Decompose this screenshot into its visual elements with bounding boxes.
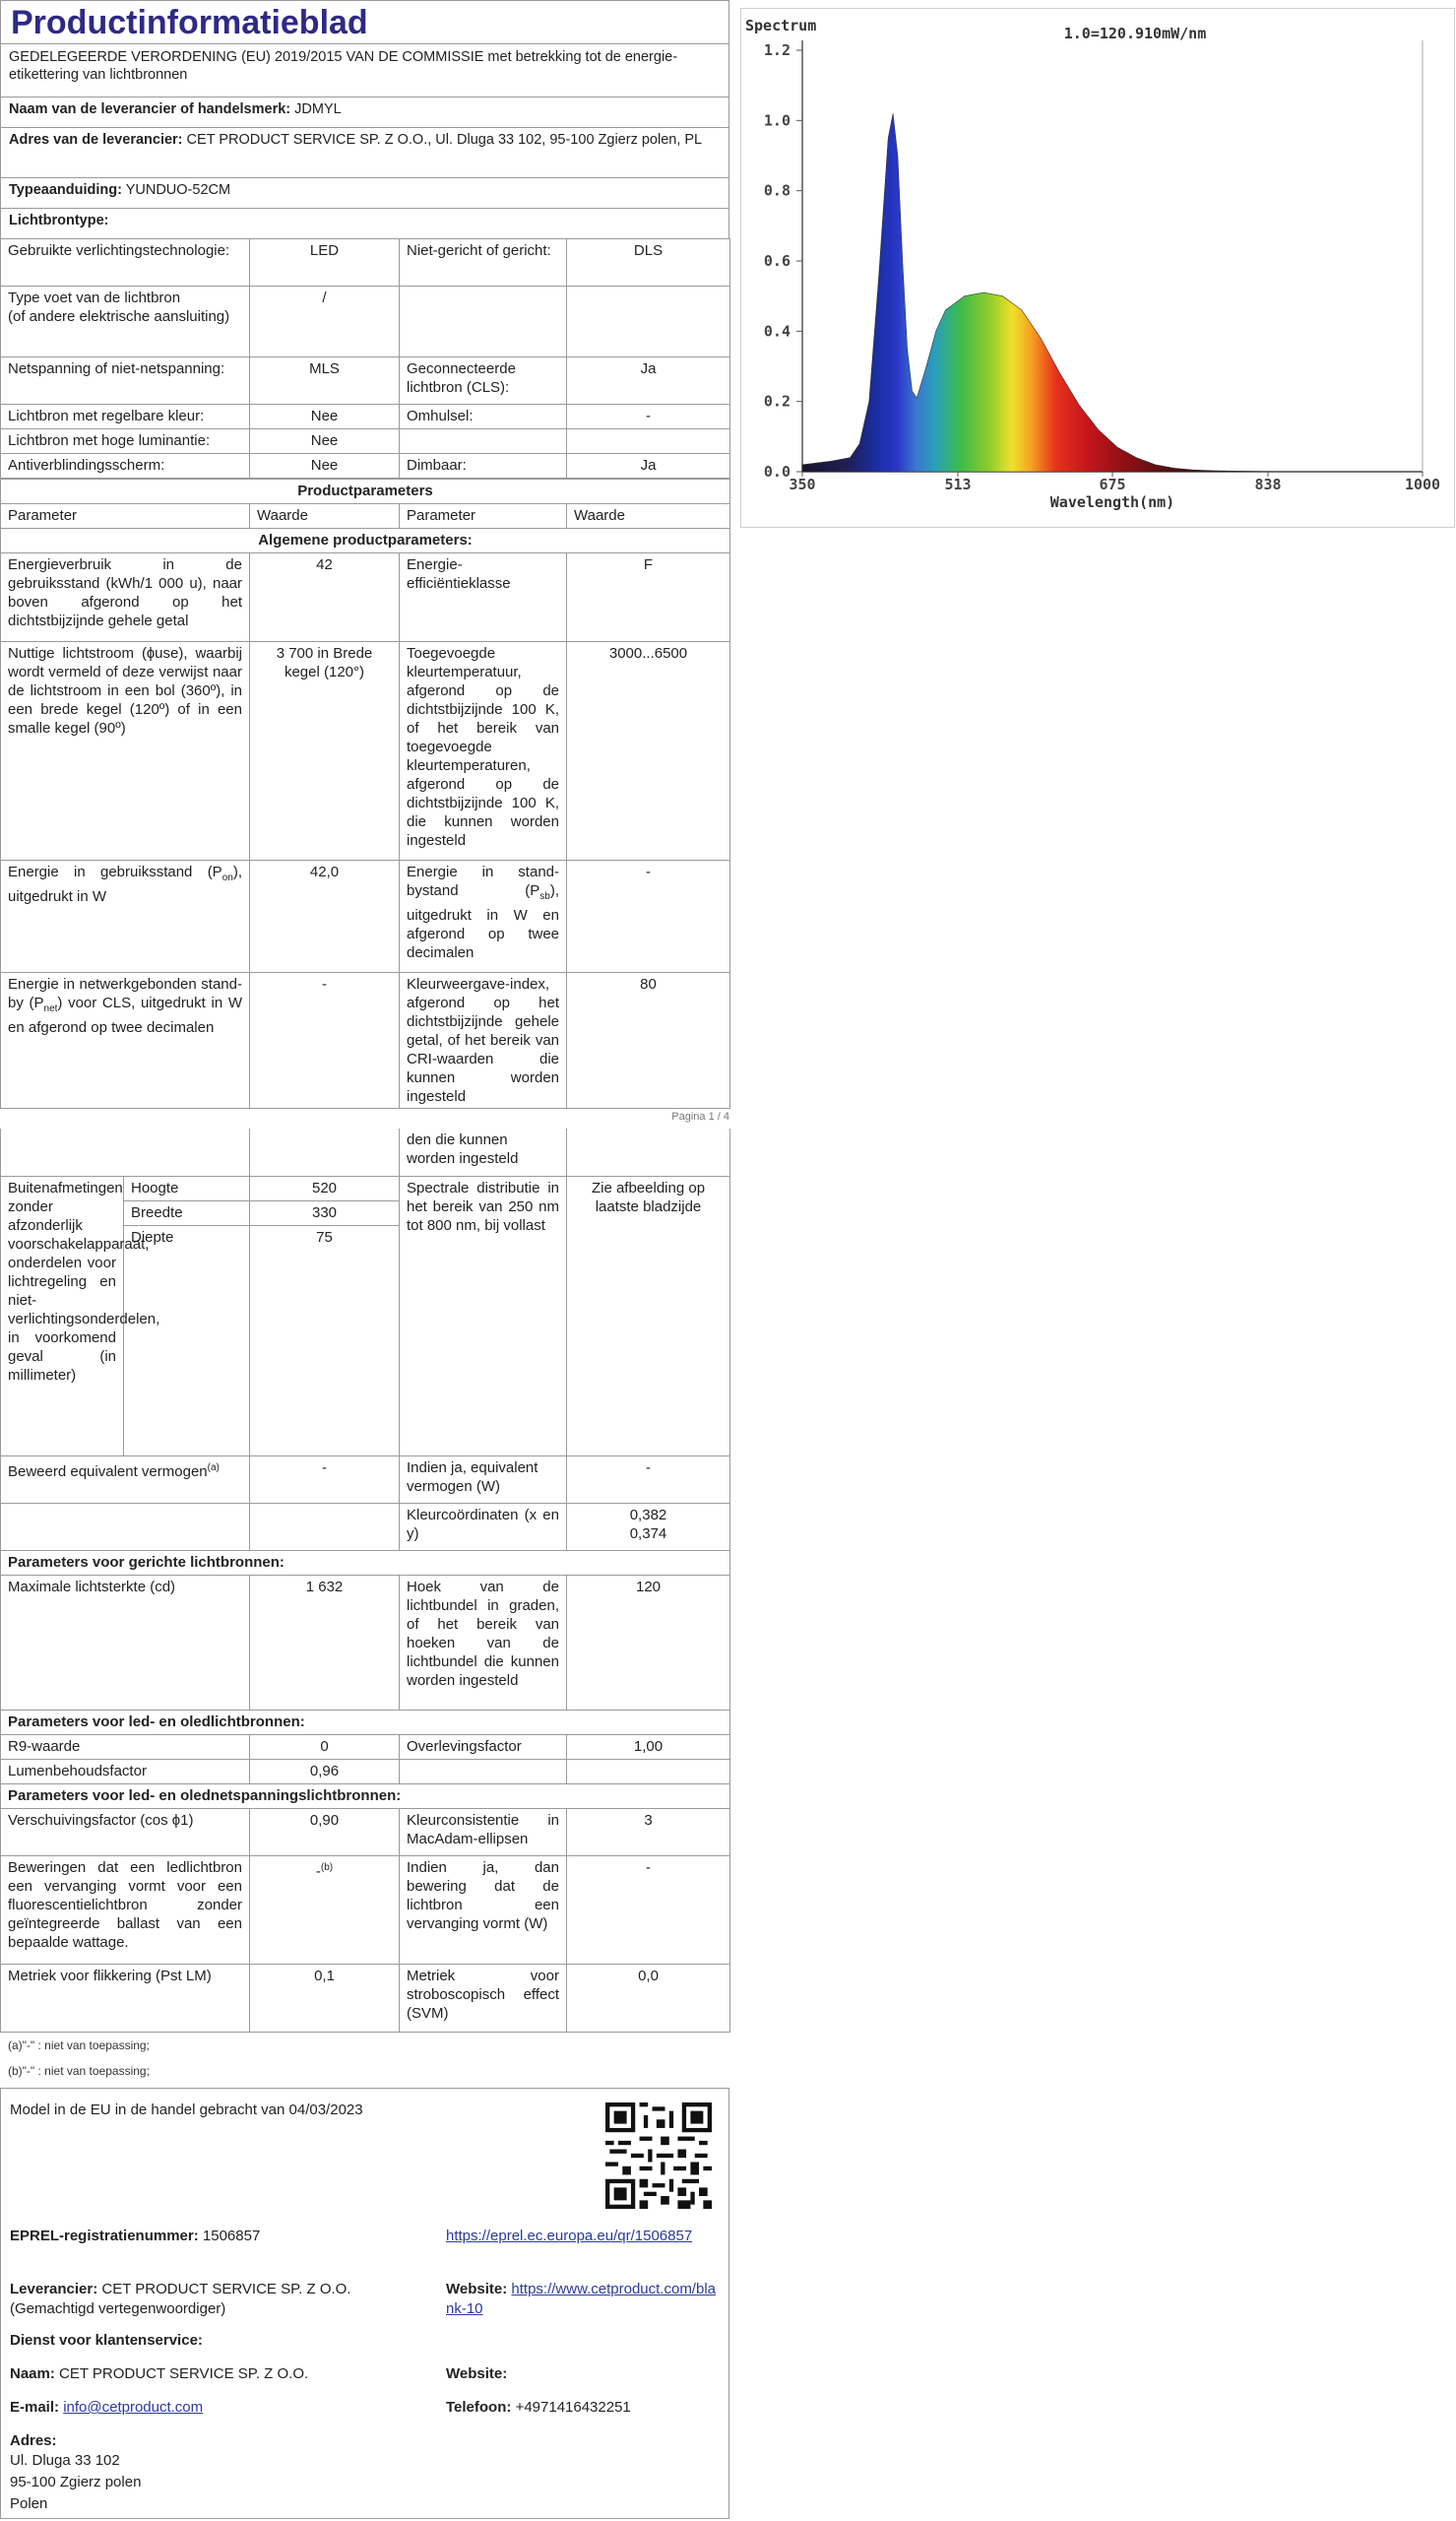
table-row: [1, 287, 730, 357]
table-row: [1, 861, 730, 973]
param-key: Energie in gebruiksstand $(P_{on})$, uitgedrukt in W: [1, 861, 250, 973]
type-value: [567, 429, 730, 454]
spectrum-chart: [740, 8, 1455, 528]
equiv-power-label: Indien ja, equivalent vermogen (W): [400, 1455, 567, 1503]
param-value: 80: [567, 973, 730, 1109]
table-header-row: [1, 504, 730, 529]
x-tick-label: 675: [1099, 476, 1126, 493]
type-value: DLS: [567, 239, 730, 287]
type-key: Lichtbron met hoge luminantie:: [1, 429, 250, 454]
table-row: [1, 239, 730, 287]
footer-box: [0, 2088, 729, 2519]
light-source-type-label: Lichtbrontype:: [9, 213, 109, 228]
type-value: [567, 287, 730, 357]
regulation-text: GEDELEGEERDE VERORDENING (EU) 2019/2015 VAN DE COMMISSIE met betrekking tot de energie-etikettering van lichtbronnen: [0, 43, 729, 97]
param-key: Toegevoegde kleurtemperatuur, afgerond op de dichtstbijzijnde 100 K, of het bereik van toegevoegde kleurtemperaturen, afgerond op de dichtstbijzijnde 100 K, die kunnen worden ingesteld: [400, 642, 567, 861]
dimension-value: 75: [250, 1225, 400, 1455]
model-label: Typeaanduiding:: [9, 182, 122, 198]
replacement-claim-value: -$^{(b)}$: [250, 1855, 400, 1964]
equiv-power-value: -: [567, 1455, 730, 1503]
type-key: Gebruikte verlichtingstechnologie:: [1, 239, 250, 287]
chart-annotation: 1.0=120.910mW/nm: [1063, 25, 1207, 42]
type-value: Nee: [250, 454, 400, 479]
replacement-yes-label: Indien ja, dan bewering dat de lichtbron een vervanging vormt (W): [400, 1855, 567, 1964]
model-value: YUNDUO-52CM: [125, 182, 231, 198]
model-row: [0, 177, 729, 208]
dimension-name: Diepte: [124, 1225, 250, 1455]
spd-value: Zie afbeelding op laatste bladzijde: [567, 1176, 730, 1455]
param-value: 3 700 in Brede kegel (120°): [250, 642, 400, 861]
phone-row: Telefoon: +4971416432251: [446, 2399, 631, 2416]
param-key: Energie in netwerkgebonden stand-by $(P_{net})$ voor CLS, uitgedrukt in W en afgerond op twee decimalen: [1, 973, 250, 1109]
type-value: MLS: [250, 357, 400, 405]
y-tick-label: 0.8: [763, 181, 791, 200]
page-title: Productinformatieblad: [0, 0, 729, 43]
type-key: Geconnecteerde lichtbron (CLS):: [400, 357, 567, 405]
x-tick-label: 513: [944, 476, 972, 493]
table-row: [1, 429, 730, 454]
address-label: Adres:: [10, 2432, 57, 2449]
color-consistency-value: 3: [567, 1808, 730, 1855]
replacement-claim-label: Beweringen dat een ledlichtbron een vervanging vormt voor een fluorescentielichtbron zonder geïntegreerde ballast van een bepaalde wattage.: [1, 1855, 250, 1964]
lumen-maintenance-label: Lumenbehoudsfactor: [1, 1759, 250, 1783]
email-row: E-mail: info@cetproduct.com: [10, 2399, 204, 2416]
x-tick-label: 350: [789, 476, 816, 493]
type-value: Ja: [567, 454, 730, 479]
table-row: [1, 454, 730, 479]
table-row: [1, 642, 730, 861]
params-table: [0, 479, 730, 1109]
table-row: [1, 357, 730, 405]
website-row: Website: https://www.cetproduct.com/blank-10: [446, 2281, 716, 2317]
chart-title: Spectrum: [745, 17, 817, 34]
param-value: -: [567, 861, 730, 973]
y-tick-label: 0.2: [763, 392, 791, 411]
address-line: Ul. Dluga 33 102: [10, 2452, 120, 2469]
supplier-name-value: JDMYL: [294, 101, 342, 117]
color-consistency-label: Kleurconsistentie in MacAdam-ellipsen: [400, 1808, 567, 1855]
service-name-row: Naam: CET PRODUCT SERVICE SP. Z O.O.: [10, 2365, 309, 2382]
type-value: /: [250, 287, 400, 357]
peak-intensity-value: 1 632: [250, 1575, 400, 1710]
dimension-name: Breedte: [124, 1200, 250, 1225]
qr-code-icon: [605, 2102, 712, 2209]
stroboscopic-value: 0,0: [567, 1964, 730, 2032]
peak-intensity-label: Maximale lichtsterkte (cd): [1, 1575, 250, 1710]
footnote-a: (a)"-" : niet van toepassing;: [8, 2038, 150, 2052]
type-key: Niet-gericht of gericht:: [400, 239, 567, 287]
spectrum-area: [802, 113, 1423, 472]
flicker-label: Metriek voor flikkering (Pst LM): [1, 1964, 250, 2032]
type-value: Nee: [250, 405, 400, 429]
type-key: Lichtbron met regelbare kleur:: [1, 405, 250, 429]
param-key: Kleurweergave-index, afgerond op het dichtstbijzijnde gehele getal, of het bereik van CRI-waarden die kunnen worden ingesteld: [400, 973, 567, 1109]
placed-on-market-text: Model in de EU in de handel gebracht van 04/03/2023: [10, 2101, 363, 2118]
cri-continued: den die kunnen worden ingesteld: [400, 1129, 567, 1176]
y-tick-label: 0.4: [763, 322, 791, 341]
y-tick-label: 0.0: [763, 463, 791, 481]
lumen-maintenance-value: 0,96: [250, 1759, 400, 1783]
type-key: [400, 429, 567, 454]
led-title: Parameters voor led- en oledlichtbronnen:: [1, 1710, 730, 1734]
type-key: Dimbaar:: [400, 454, 567, 479]
chroma-values: 0,382 0,374: [567, 1503, 730, 1550]
eprel-row: EPREL-registratienummer: 1506857: [10, 2228, 261, 2244]
param-key: Energieverbruik in de gebruiksstand (kWh/1 000 u), naar boven afgerond op het dichtstbijzijnde gehele getal: [1, 553, 250, 642]
supplier-address-row: [0, 127, 729, 177]
eprel-link[interactable]: https://eprel.ec.europa.eu/qr/1506857: [446, 2228, 693, 2244]
type-value: LED: [250, 239, 400, 287]
service-title: Dienst voor klantenservice:: [10, 2332, 203, 2349]
type-key: Omhulsel:: [400, 405, 567, 429]
light-source-type-row: [0, 208, 729, 238]
supplier-row: Leverancier: CET PRODUCT SERVICE SP. Z O.O. (Gemachtigd vertegenwoordiger): [10, 2281, 351, 2317]
params-title: Productparameters: [1, 480, 730, 504]
survival-label: Overlevingsfactor: [400, 1734, 567, 1759]
general-params-title: Algemene productparameters:: [1, 529, 730, 553]
dimensions-label: Buitenafmetingen zonder afzonderlijk voorschakelapparaat, onderdelen voor lichtregeling en niet-verlichtingsonderdelen, in voorkomend geval (in millimeter): [1, 1176, 124, 1455]
beam-angle-value: 120: [567, 1575, 730, 1710]
y-tick-label: 0.6: [763, 252, 791, 270]
table-row: [1, 405, 730, 429]
param-value: F: [567, 553, 730, 642]
flicker-value: 0,1: [250, 1964, 400, 2032]
type-key: Type voet van de lichtbron (of andere elektrische aansluiting): [1, 287, 250, 357]
param-key: Nuttige lichtstroom (ɸuse), waarbij wordt vermeld of deze verwijst naar de lichtstroom in een bol (360º), in een brede kegel (120º) of in een smalle kegel (90º): [1, 642, 250, 861]
supplier-name-label: Naam van de leverancier of handelsmerk:: [9, 101, 291, 117]
type-value: -: [567, 405, 730, 429]
spd-label: Spectrale distributie in het bereik van 250 nm tot 800 nm, bij vollast: [400, 1176, 567, 1455]
survival-value: 1,00: [567, 1734, 730, 1759]
column-header: Parameter: [1, 504, 250, 529]
type-key: Netspanning of niet-netspanning:: [1, 357, 250, 405]
x-tick-label: 838: [1254, 476, 1282, 493]
param-key: Energie in stand-bystand $(P_{sb})$, uitgedrukt in W en afgerond op twee decimalen: [400, 861, 567, 973]
directional-title: Parameters voor gerichte lichtbronnen:: [1, 1550, 730, 1575]
website-link[interactable]: https://www.cetproduct.com/blank-10: [446, 2281, 716, 2317]
param-value: 42: [250, 553, 400, 642]
email-link[interactable]: info@cetproduct.com: [63, 2399, 204, 2416]
power-factor-value: 0,90: [250, 1808, 400, 1855]
param-value: 42,0: [250, 861, 400, 973]
replacement-yes-value: -: [567, 1855, 730, 1964]
x-tick-label: 1000: [1404, 476, 1441, 493]
service-website-label: Website:: [446, 2365, 508, 2382]
y-tick-label: 1.0: [763, 111, 791, 130]
type-table: [0, 238, 730, 479]
type-key: Antiverblindingsscherm:: [1, 454, 250, 479]
power-factor-label: Verschuivingsfactor (cos ϕ1): [1, 1808, 250, 1855]
type-value: Nee: [250, 429, 400, 454]
spectrum-svg: [741, 9, 1454, 527]
column-header: Waarde: [567, 504, 730, 529]
x-axis-label: Wavelength(nm): [1049, 493, 1175, 511]
type-key: [400, 287, 567, 357]
params-table-continued: [0, 1129, 730, 2033]
column-header: Waarde: [250, 504, 400, 529]
supplier-name-row: [0, 97, 729, 127]
address-line: Polen: [10, 2495, 48, 2512]
type-value: Ja: [567, 357, 730, 405]
dimension-value: 520: [250, 1176, 400, 1200]
table-row: [1, 553, 730, 642]
r9-value: 0: [250, 1734, 400, 1759]
mains-title: Parameters voor led- en olednetspanningslichtbronnen:: [1, 1783, 730, 1808]
supplier-address-value: CET PRODUCT SERVICE SP. Z O.O., Ul. Dluga 33 102, 95-100 Zgierz polen, PL: [186, 132, 703, 148]
beam-angle-label: Hoek van de lichtbundel in graden, of het bereik van hoeken van de lichtbundel die kunnen worden ingesteld: [400, 1575, 567, 1710]
page-number: Pagina 1 / 4: [671, 1111, 729, 1123]
y-tick-label: 1.2: [763, 41, 791, 59]
param-value: -: [250, 973, 400, 1109]
r9-label: R9-waarde: [1, 1734, 250, 1759]
claimed-power-value: -: [250, 1455, 400, 1503]
param-key: Energie-efficiëntieklasse: [400, 553, 567, 642]
footnote-b: (b)"-" : niet van toepassing;: [8, 2064, 150, 2078]
column-header: Parameter: [400, 504, 567, 529]
claimed-power-label: Beweerd equivalent vermogen$^{(a)}$: [1, 1455, 250, 1503]
chroma-label: Kleurcoördinaten (x en y): [400, 1503, 567, 1550]
dimension-name: Hoogte: [124, 1176, 250, 1200]
table-row: [1, 973, 730, 1109]
stroboscopic-label: Metriek voor stroboscopisch effect (SVM): [400, 1964, 567, 2032]
supplier-address-label: Adres van de leverancier:: [9, 132, 183, 148]
address-line: 95-100 Zgierz polen: [10, 2474, 142, 2490]
dimension-value: 330: [250, 1200, 400, 1225]
param-value: 3000...6500: [567, 642, 730, 861]
